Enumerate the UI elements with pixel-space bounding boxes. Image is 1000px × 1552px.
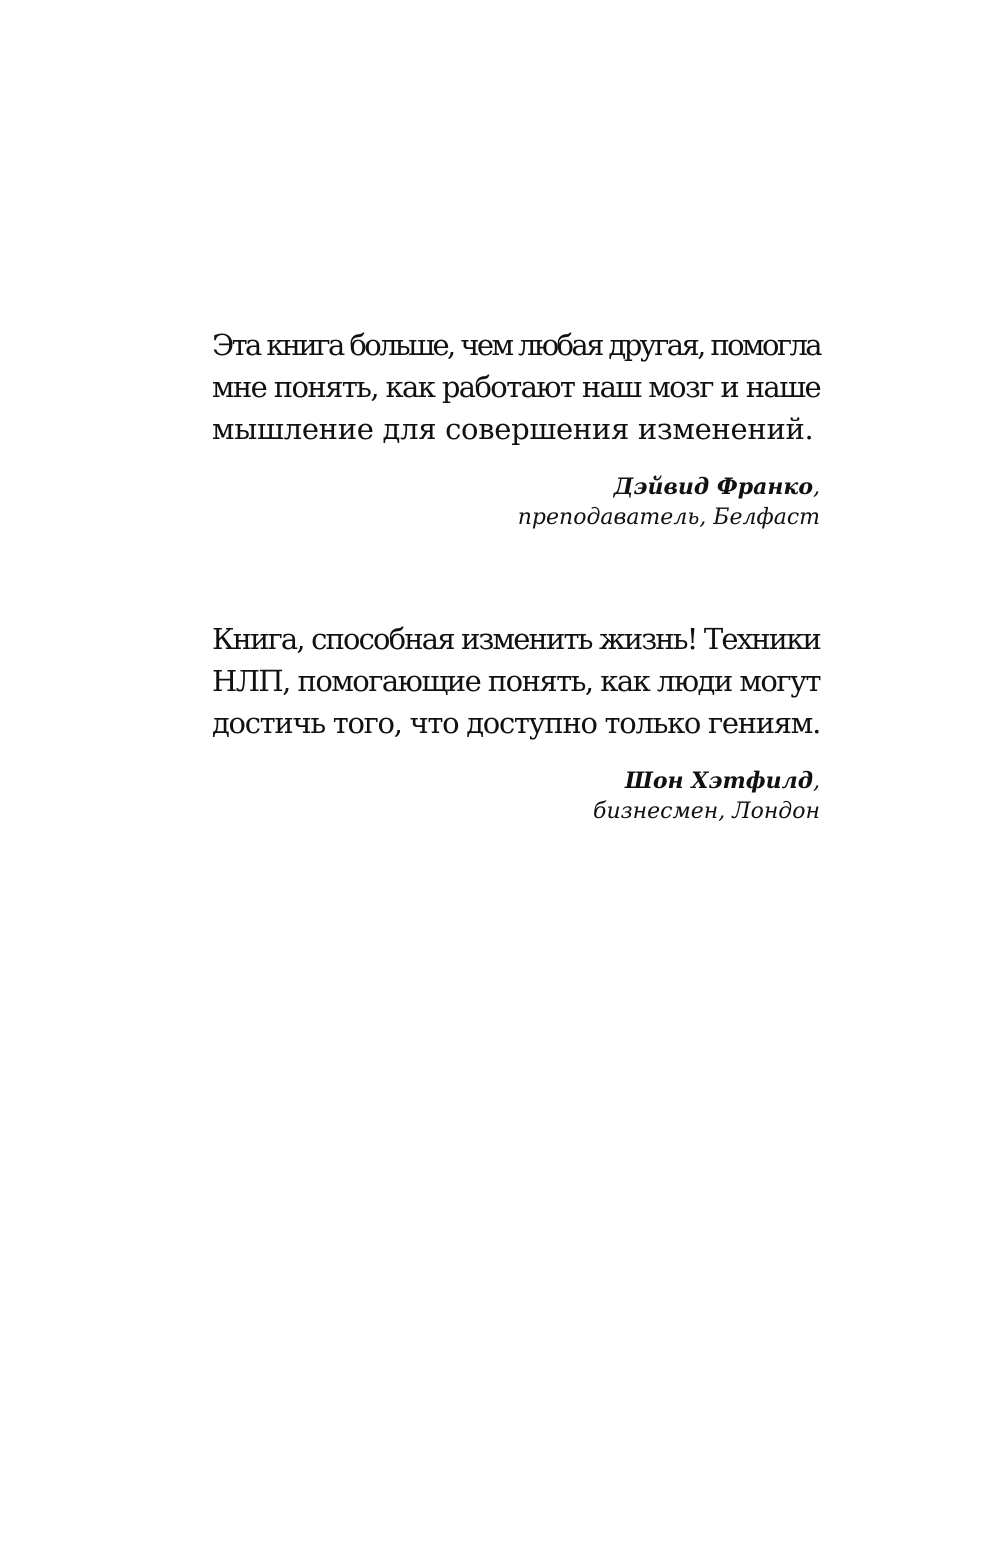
author-name: Дэйвид Франко: [613, 474, 813, 500]
author-role: бизнесмен, Лондон: [593, 799, 820, 824]
testimonial-quote: [212, 324, 820, 450]
quote-line: НЛП, помогающие понять, как люди могут: [212, 664, 820, 698]
quote-line: мне понять, как работают наш мозг и наше: [212, 370, 820, 404]
testimonial-attribution: [212, 766, 820, 827]
author-name: Шон Хэтфилд: [624, 768, 813, 794]
testimonial-quote: [212, 618, 820, 744]
quote-line: достичь того, что доступно только гениям.: [212, 706, 820, 740]
quote-line: Книга, способная изменить жизнь! Техники: [212, 622, 820, 656]
quote-line: Эта книга больше, чем любая другая, помогла: [212, 328, 820, 362]
author-comma: ,: [813, 475, 820, 500]
testimonial-1: [212, 324, 820, 533]
testimonial-attribution: [212, 472, 820, 533]
testimonial-2: [212, 618, 820, 827]
author-comma: ,: [813, 769, 820, 794]
author-role: преподаватель, Белфаст: [517, 505, 820, 530]
quote-line: мышление для совершения изменений.: [212, 412, 814, 446]
